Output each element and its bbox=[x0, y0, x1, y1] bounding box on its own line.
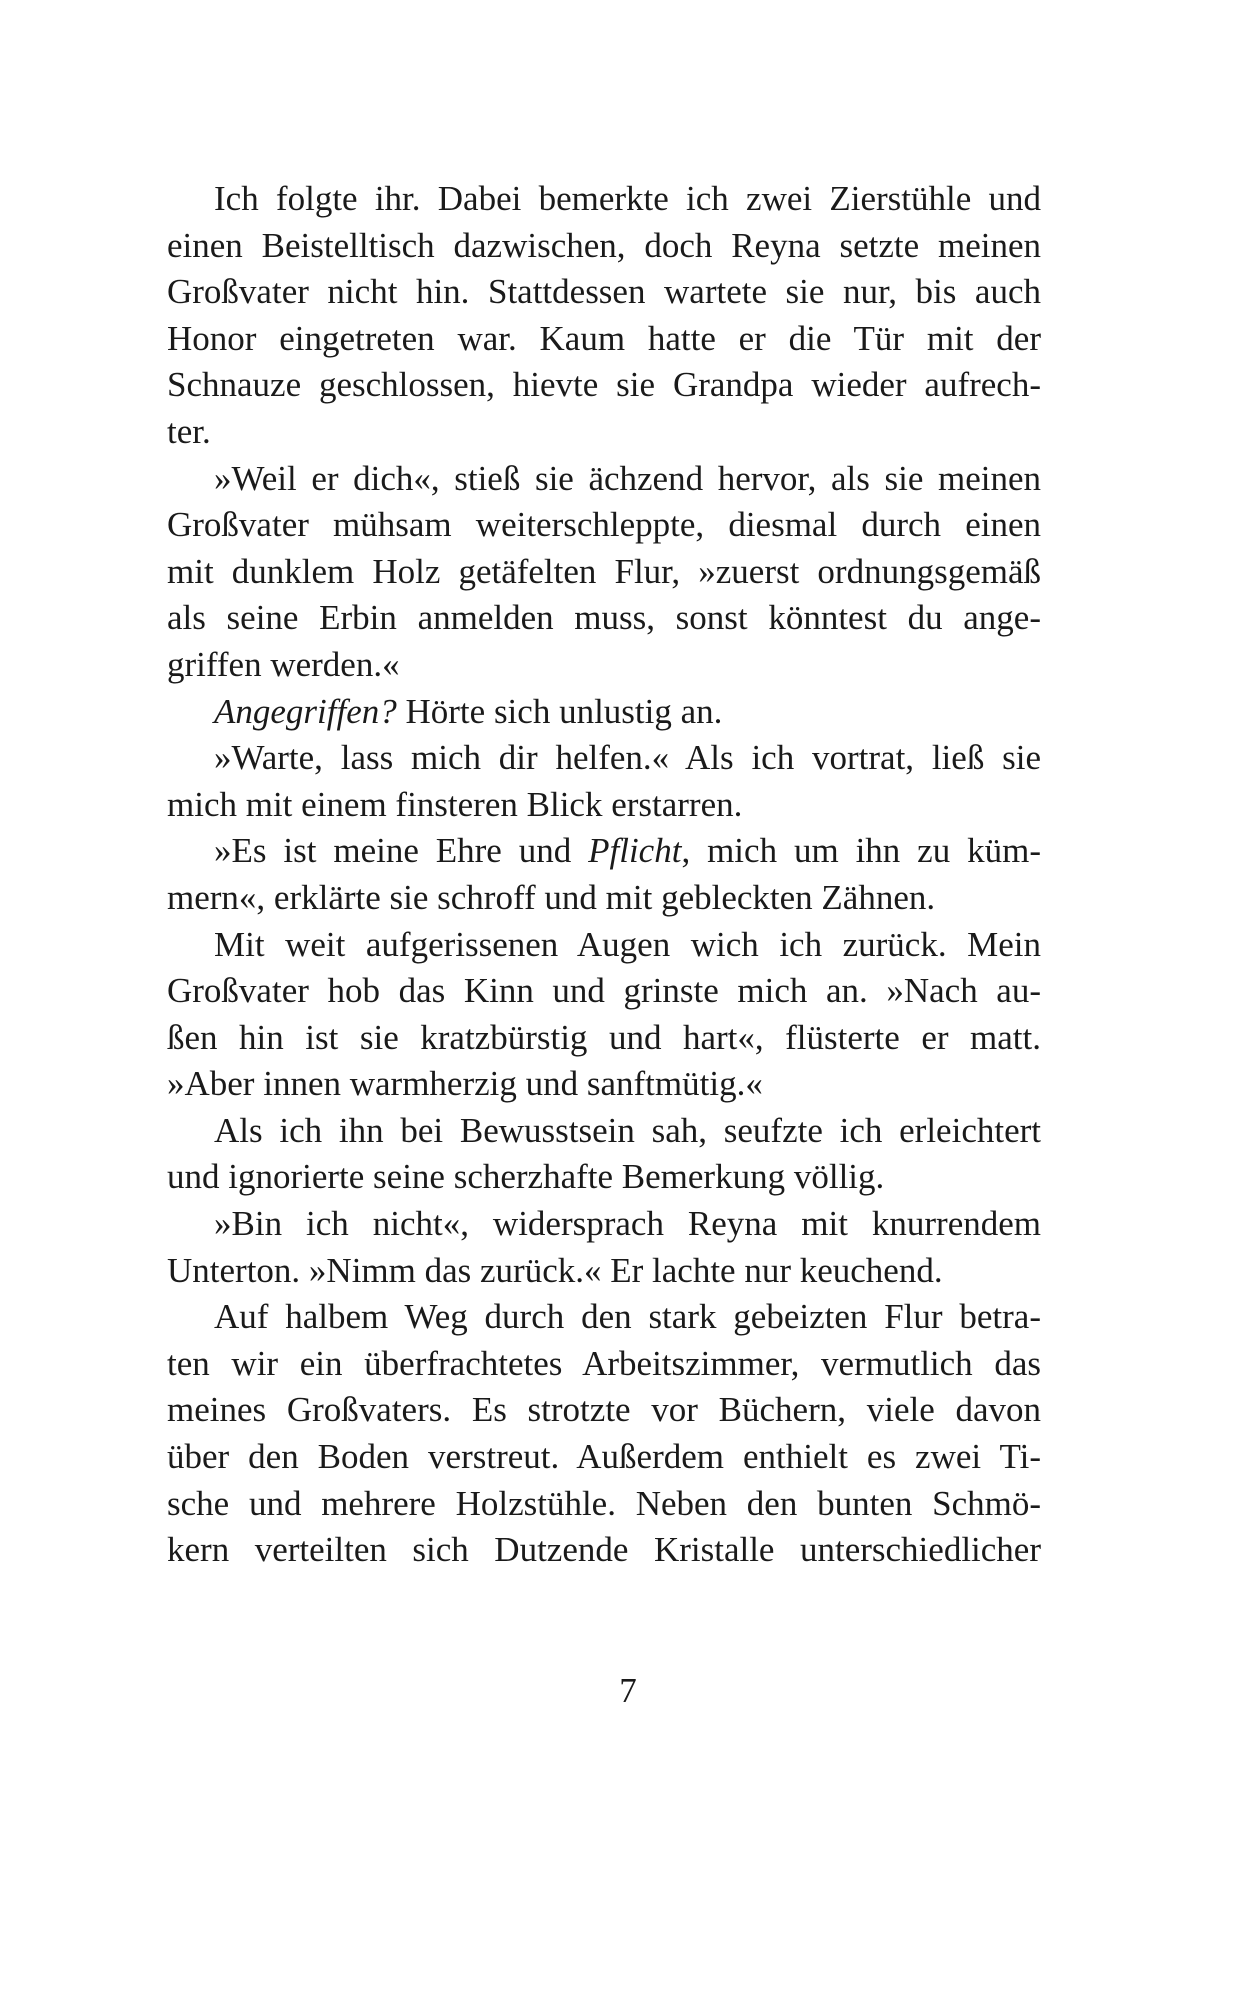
text-line bbox=[167, 1061, 1041, 1108]
text-line bbox=[167, 549, 1041, 596]
text-segment: »Aber innen warmherzig und sanftmütig.« bbox=[167, 1064, 763, 1104]
text-segment: Honor eingetreten war. Kaum hatte er die Tür mit der bbox=[167, 318, 1041, 358]
text-segment: »Weil er dich«, stieß sie ächzend hervor, als sie meinen bbox=[214, 458, 1041, 498]
text-segment: und ignorierte seine scherzhafte Bemerkung völlig. bbox=[167, 1157, 885, 1197]
text-line bbox=[167, 1527, 1041, 1574]
text-line bbox=[167, 689, 1041, 736]
text-segment: als seine Erbin anmelden muss, sonst könntest du ange- bbox=[167, 598, 1041, 638]
text-segment: »Es ist meine Ehre und bbox=[214, 831, 589, 871]
text-line bbox=[167, 316, 1041, 363]
text-segment: griffen werden.« bbox=[167, 644, 400, 684]
text-segment: Auf halbem Weg durch den stark gebeizten Flur betra- bbox=[214, 1297, 1041, 1337]
text-line bbox=[167, 1015, 1041, 1062]
text-segment: mich mit einem finsteren Blick erstarren. bbox=[167, 784, 743, 824]
text-line bbox=[167, 176, 1041, 223]
text-segment: , mich um ihn zu küm- bbox=[681, 831, 1041, 871]
text-segment: mit dunklem Holz getäfelten Flur, »zuerst ordnungsgemäß bbox=[167, 551, 1041, 591]
text-segment: Mit weit aufgerissenen Augen wich ich zurück. Mein bbox=[214, 924, 1041, 964]
text-line bbox=[167, 1108, 1041, 1155]
text-line bbox=[167, 269, 1041, 316]
text-segment: Großvater nicht hin. Stattdessen wartete sie nur, bis auch bbox=[167, 272, 1041, 312]
text-segment: Großvater hob das Kinn und grinste mich an. »Nach au- bbox=[167, 971, 1041, 1011]
text-segment: »Bin ich nicht«, widersprach Reyna mit knurrendem bbox=[214, 1204, 1041, 1244]
italic-text: Angegriffen? bbox=[214, 691, 397, 731]
text-line bbox=[167, 1341, 1041, 1388]
text-segment: mern«, erklärte sie schroff und mit gebleckten Zähnen. bbox=[167, 877, 936, 917]
text-segment: meines Großvaters. Es strotzte vor Büchern, viele davon bbox=[167, 1390, 1041, 1430]
page-number: 7 bbox=[619, 1671, 637, 1710]
body-text bbox=[167, 176, 1041, 1574]
text-line bbox=[167, 409, 1041, 456]
text-line bbox=[167, 1294, 1041, 1341]
text-segment: ten wir ein überfrachtetes Arbeitszimmer, vermutlich das bbox=[167, 1343, 1041, 1383]
text-segment: kern verteilten sich Dutzende Kristalle unterschiedlicher bbox=[167, 1530, 1041, 1570]
text-line bbox=[167, 223, 1041, 270]
text-line bbox=[167, 1201, 1041, 1248]
text-line bbox=[167, 595, 1041, 642]
text-line bbox=[167, 456, 1041, 503]
text-line bbox=[167, 922, 1041, 969]
text-line bbox=[167, 1248, 1041, 1295]
italic-text: Pflicht bbox=[588, 831, 682, 871]
text-segment: über den Boden verstreut. Außerdem enthielt es zwei Ti- bbox=[167, 1437, 1041, 1477]
text-line bbox=[167, 502, 1041, 549]
text-line bbox=[167, 1434, 1041, 1481]
text-segment: einen Beistelltisch dazwischen, doch Reyna setzte meinen bbox=[167, 225, 1041, 265]
text-line bbox=[167, 875, 1041, 922]
text-line bbox=[167, 1387, 1041, 1434]
text-segment: sche und mehrere Holzstühle. Neben den bunten Schmö- bbox=[167, 1483, 1041, 1523]
text-segment: Unterton. »Nimm das zurück.« Er lachte nur keuchend. bbox=[167, 1250, 943, 1290]
text-segment: ßen hin ist sie kratzbürstig und hart«, flüsterte er matt. bbox=[167, 1017, 1041, 1057]
text-line bbox=[167, 735, 1041, 782]
text-line bbox=[167, 362, 1041, 409]
text-line bbox=[167, 1481, 1041, 1528]
text-line bbox=[167, 642, 1041, 689]
text-segment: Schnauze geschlossen, hievte sie Grandpa wieder aufrech- bbox=[167, 365, 1041, 405]
text-line bbox=[167, 828, 1041, 875]
text-segment: Großvater mühsam weiterschleppte, diesmal durch einen bbox=[167, 505, 1041, 545]
text-line bbox=[167, 968, 1041, 1015]
text-segment: Ich folgte ihr. Dabei bemerkte ich zwei Zierstühle und bbox=[214, 179, 1041, 218]
text-segment: »Warte, lass mich dir helfen.« Als ich vortrat, ließ sie bbox=[214, 738, 1041, 778]
text-segment: ter. bbox=[167, 411, 211, 451]
text-line bbox=[167, 1154, 1041, 1201]
text-line bbox=[167, 782, 1041, 829]
text-segment: Hörte sich unlustig an. bbox=[396, 691, 723, 731]
text-segment: Als ich ihn bei Bewusstsein sah, seufzte ich erleichtert bbox=[214, 1110, 1041, 1150]
